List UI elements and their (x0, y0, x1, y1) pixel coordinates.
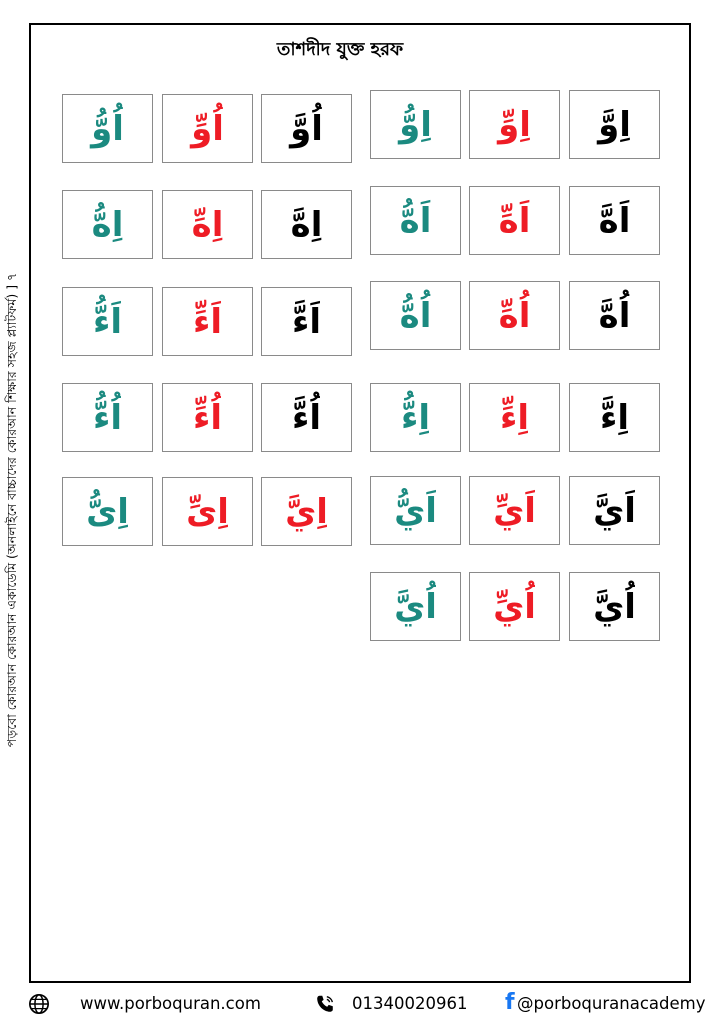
letter-card (62, 94, 153, 163)
letter-card (261, 477, 352, 546)
letter-text: اِيَّ (285, 491, 328, 532)
letter-text: اِىِّ (186, 491, 229, 532)
letter-card (162, 287, 253, 356)
letter-card (469, 186, 560, 255)
letter-text: اَهُّ (399, 200, 432, 241)
letter-card (469, 90, 560, 159)
letter-card (162, 190, 253, 259)
letter-text: اَهَّ (598, 200, 631, 241)
letter-text: اُوَّ (290, 108, 323, 149)
letter-text: اِهِّ (191, 204, 224, 245)
letter-card (62, 287, 153, 356)
phone-icon (314, 993, 336, 1015)
letter-text: اَءُّ (92, 301, 123, 342)
letter-text: اُيِّ (493, 586, 536, 627)
letter-text: اُهَّ (598, 295, 631, 336)
letter-card (261, 383, 352, 452)
letter-card (469, 572, 560, 641)
website-link[interactable]: www.porboquran.com (80, 994, 261, 1013)
letter-card (62, 477, 153, 546)
letter-card (569, 281, 660, 350)
letter-card (162, 383, 253, 452)
letter-text: اَيِّ (493, 490, 536, 531)
letter-text: اَءِّ (192, 301, 223, 342)
letter-card (569, 476, 660, 545)
letter-text: اِوِّ (498, 104, 531, 145)
letter-card (569, 572, 660, 641)
letter-card (569, 186, 660, 255)
letter-text: اُهُّ (399, 295, 432, 336)
letter-text: اُيَّ (394, 586, 437, 627)
letter-card (162, 94, 253, 163)
phone-number: 01340020961 (352, 994, 468, 1013)
letter-text: اِهُّ (91, 204, 124, 245)
letter-card (62, 190, 153, 259)
facebook-handle[interactable]: @porboquranacademy (517, 994, 706, 1013)
letter-card (261, 94, 352, 163)
letter-card (370, 476, 461, 545)
letter-text: اَءَّ (291, 301, 322, 342)
letter-text: اَيَّ (593, 490, 636, 531)
letter-text: اَيُّ (394, 490, 437, 531)
letter-text: اِهَّ (290, 204, 323, 245)
footer (0, 990, 724, 1018)
letter-text: اِىُّ (86, 491, 129, 532)
letter-text: اِءِّ (499, 397, 530, 438)
letter-text: اِوَّ (598, 104, 631, 145)
letter-card (261, 287, 352, 356)
letter-text: اُءِّ (192, 397, 223, 438)
letter-card (370, 383, 461, 452)
letter-card (469, 383, 560, 452)
letter-text: اُوُّ (91, 108, 124, 149)
letter-text: اُيَّ (593, 586, 636, 627)
letter-card (370, 572, 461, 641)
letter-text: اُهِّ (498, 295, 531, 336)
letter-text: اُءَّ (291, 397, 322, 438)
letter-card (469, 281, 560, 350)
letter-text: اِءُّ (400, 397, 431, 438)
letter-text: اُءُّ (92, 397, 123, 438)
letter-card (62, 383, 153, 452)
letter-card (370, 186, 461, 255)
letter-card (370, 90, 461, 159)
letter-card (569, 383, 660, 452)
letter-card (370, 281, 461, 350)
facebook-icon: f (505, 990, 515, 1015)
letter-card (569, 90, 660, 159)
letter-card (469, 476, 560, 545)
letter-text: اُوِّ (191, 108, 224, 149)
side-caption-text: পড়বো কোরআন কোরআন একাডেমি (অনলাইনে বাচ্চাদের কোরআন শিক্ষার সহজ প্ল্যাটফর্ম) ] ৭ (4, 272, 19, 748)
letter-card (261, 190, 352, 259)
globe-icon (28, 993, 50, 1015)
letter-text: اِءَّ (599, 397, 630, 438)
page-title: তাশদীদ যুক্ত হরফ (276, 39, 404, 60)
letter-text: اَهِّ (498, 200, 531, 241)
letter-text: اِوُّ (399, 104, 432, 145)
letter-card (162, 477, 253, 546)
